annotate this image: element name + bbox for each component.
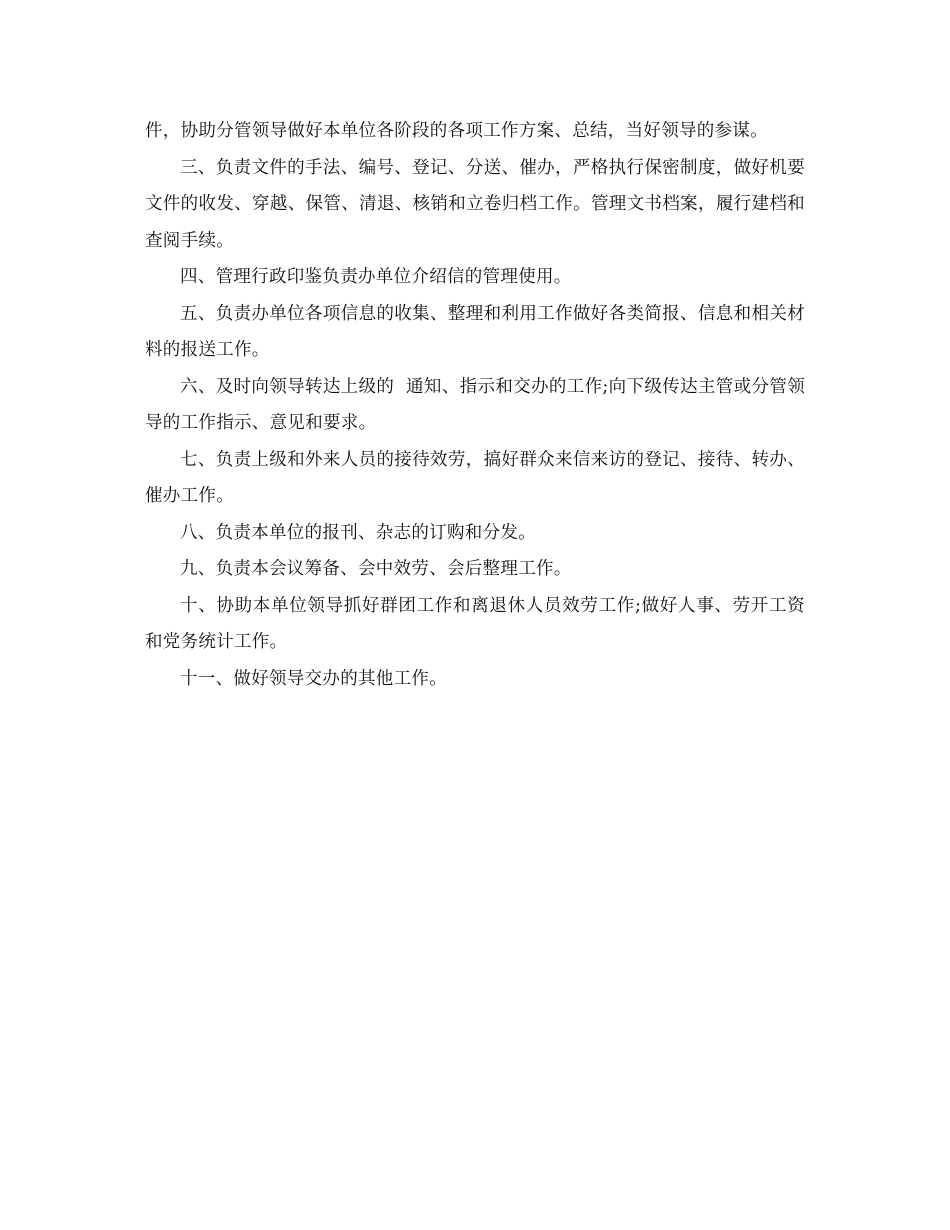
paragraph-item-11: 十一、做好领导交办的其他工作。 [180,668,447,689]
paragraph-item-10: 十、协助本单位领导抓好群团工作和离退休人员效劳工作;做好人事、劳开工资和党务统计工作。 [145,595,805,652]
paragraph-item-4: 四、管理行政印鉴负责办单位介绍信的管理使用。 [180,267,572,287]
paragraph-item-3: 三、负责文件的手法、编号、登记、分送、催办，严格执行保密制度，做好机要文件的收发、穿越、保管、清退、核销和立卷归档工作。管理文书档案，履行建档和查阅手续。 [145,157,805,251]
document-body [145,113,805,697]
paragraph-continuation: 件，协助分管领导做好本单位各阶段的各项工作方案、总结，当好领导的参谋。 [145,121,768,141]
paragraph-item-5: 五、负责办单位各项信息的收集、整理和利用工作做好各类简报、信息和相关材料的报送工作。 [145,303,805,360]
paragraph-item-8: 八、负责本单位的报刊、杂志的订购和分发。 [180,522,536,543]
paragraph-item-6: 六、及时向领导转达上级的 通知、指示和交办的工作;向下级传达主管或分管领导的工作指示、意见和要求。 [145,376,805,433]
paragraph-item-7: 七、负责上级和外来人员的接待效劳，搞好群众来信来访的登记、接待、转办、催办工作。 [145,449,805,506]
paragraph-item-9: 九、负责本会议筹备、会中效劳、会后整理工作。 [180,559,572,579]
